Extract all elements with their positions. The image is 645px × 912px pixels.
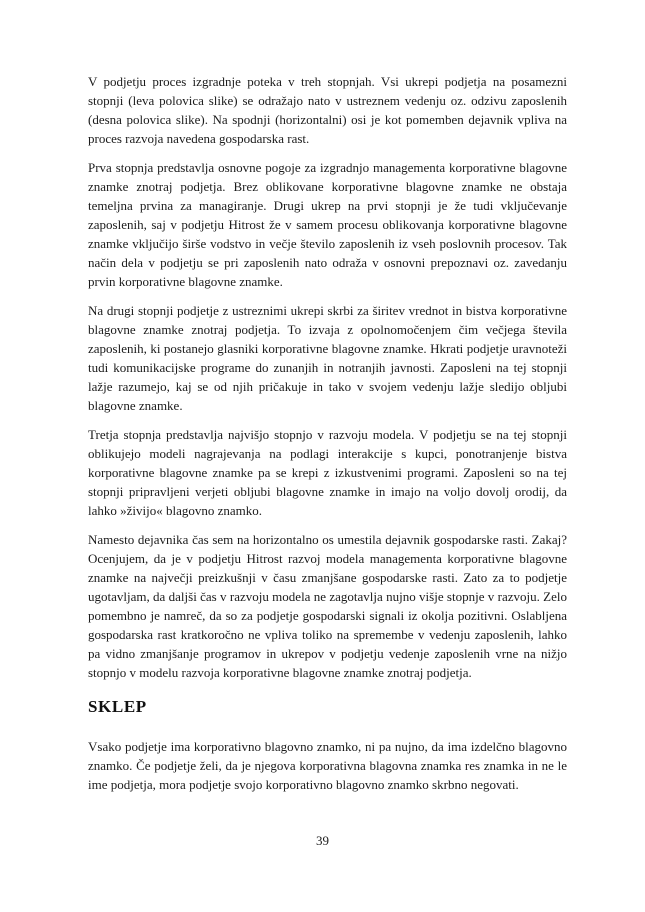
page-content (88, 72, 567, 794)
section-heading-sklep: SKLEP (88, 697, 147, 716)
paragraph-process-stages: V podjetju proces izgradnje poteka v treh stopnjah. Vsi ukrepi podjetja na posamezni stopnji (leva polovica slike) se odražajo nato v ustreznem vedenju oz. odzivu zaposlenih (desna polovica slike). Na spodnji (horizontalni) osi je kot pomemben dejavnik vpliva na proces razvoja navedena gospodarska rast. (88, 74, 567, 146)
paragraph-second-stage: Na drugi stopnji podjetje z ustreznimi ukrepi skrbi za širitev vrednot in bistva korporativne blagovne znamke znotraj podjetja. To izvaja z opolnomočenjem čim večjega števila zaposlenih, ki postanejo glasniki korporativne blagovne znamke. Hkrati podjetje uravnoteži tudi komunikacijske programe do zunanjih in notranjih javnosti. Zaposleni na tej stopnji lažje razumejo, kaj se od njih pričakuje in tako v svojem vedenju lažje sledijo obljubi blagovne znamke. (88, 303, 567, 413)
page-number: 39 (316, 833, 329, 848)
paragraph-economic-growth: Namesto dejavnika čas sem na horizontalno os umestila dejavnik gospodarske rasti. Zakaj? Ocenjujem, da je v podjetju Hitrost razvoj modela managementa korporativne blagovne znamke na največji preizkušnji v času zmanjšane gospodarske rasti. Zato za to podjetje ugotavljam, da daljši čas v razvoju modela ne zagotavlja nujno višje stopnje v razvoju. Zelo pomembno je namreč, da so za podjetje gospodarski signali iz okolja pozitivni. Oslabljena gospodarska rast kratkoročno ne vpliva toliko na spremembe v vedenju zaposlenih, lahko pa vidno zmanjšanje programov in ukrepov v podjetju vedenje zaposlenih vrne na nižjo stopnjo v modelu razvoja korporativne blagovne znamke znotraj podjetja. (88, 532, 567, 680)
paragraph-first-stage: Prva stopnja predstavlja osnovne pogoje za izgradnjo managementa korporativne blagovne znamke znotraj podjetja. Brez oblikovane korporativne blagovne znamke ne obstaja temeljna prvina za managiranje. Drugi ukrep na prvi stopnji je že tudi vključevanje zaposlenih, saj v podjetju Hitrost že v samem procesu oblikovanja korporativne blagovne znamke vključijo širše vodstvo in večje število zaposlenih iz vseh poslovnih procesov. Tak način dela v podjetju se pri zaposlenih nato odraža v osnovni prepoznavi oz. zavedanju prvin korporativne blagovne znamke. (88, 160, 567, 289)
paragraph-conclusion: Vsako podjetje ima korporativno blagovno znamko, ni pa nujno, da ima izdelčno blagovno znamko. Če podjetje želi, da je njegova korporativna blagovna znamka res znamka in ne le ime podjetja, mora podjetje svojo korporativno blagovno znamko skrbno negovati. (88, 739, 567, 792)
paragraph-third-stage: Tretja stopnja predstavlja najvišjo stopnjo v razvoju modela. V podjetju se na tej stopnji oblikujejo modeli nagrajevanja na podlagi interakcije s kupci, ponotranjenje bistva korporativne blagovne znamke pa se krepi z izkustvenimi programi. Zaposleni so na tej stopnji pripravljeni verjeti obljubi blagovne znamke in imajo na voljo dovolj orodij, da lahko »živijo« blagovno znamko. (88, 427, 567, 518)
